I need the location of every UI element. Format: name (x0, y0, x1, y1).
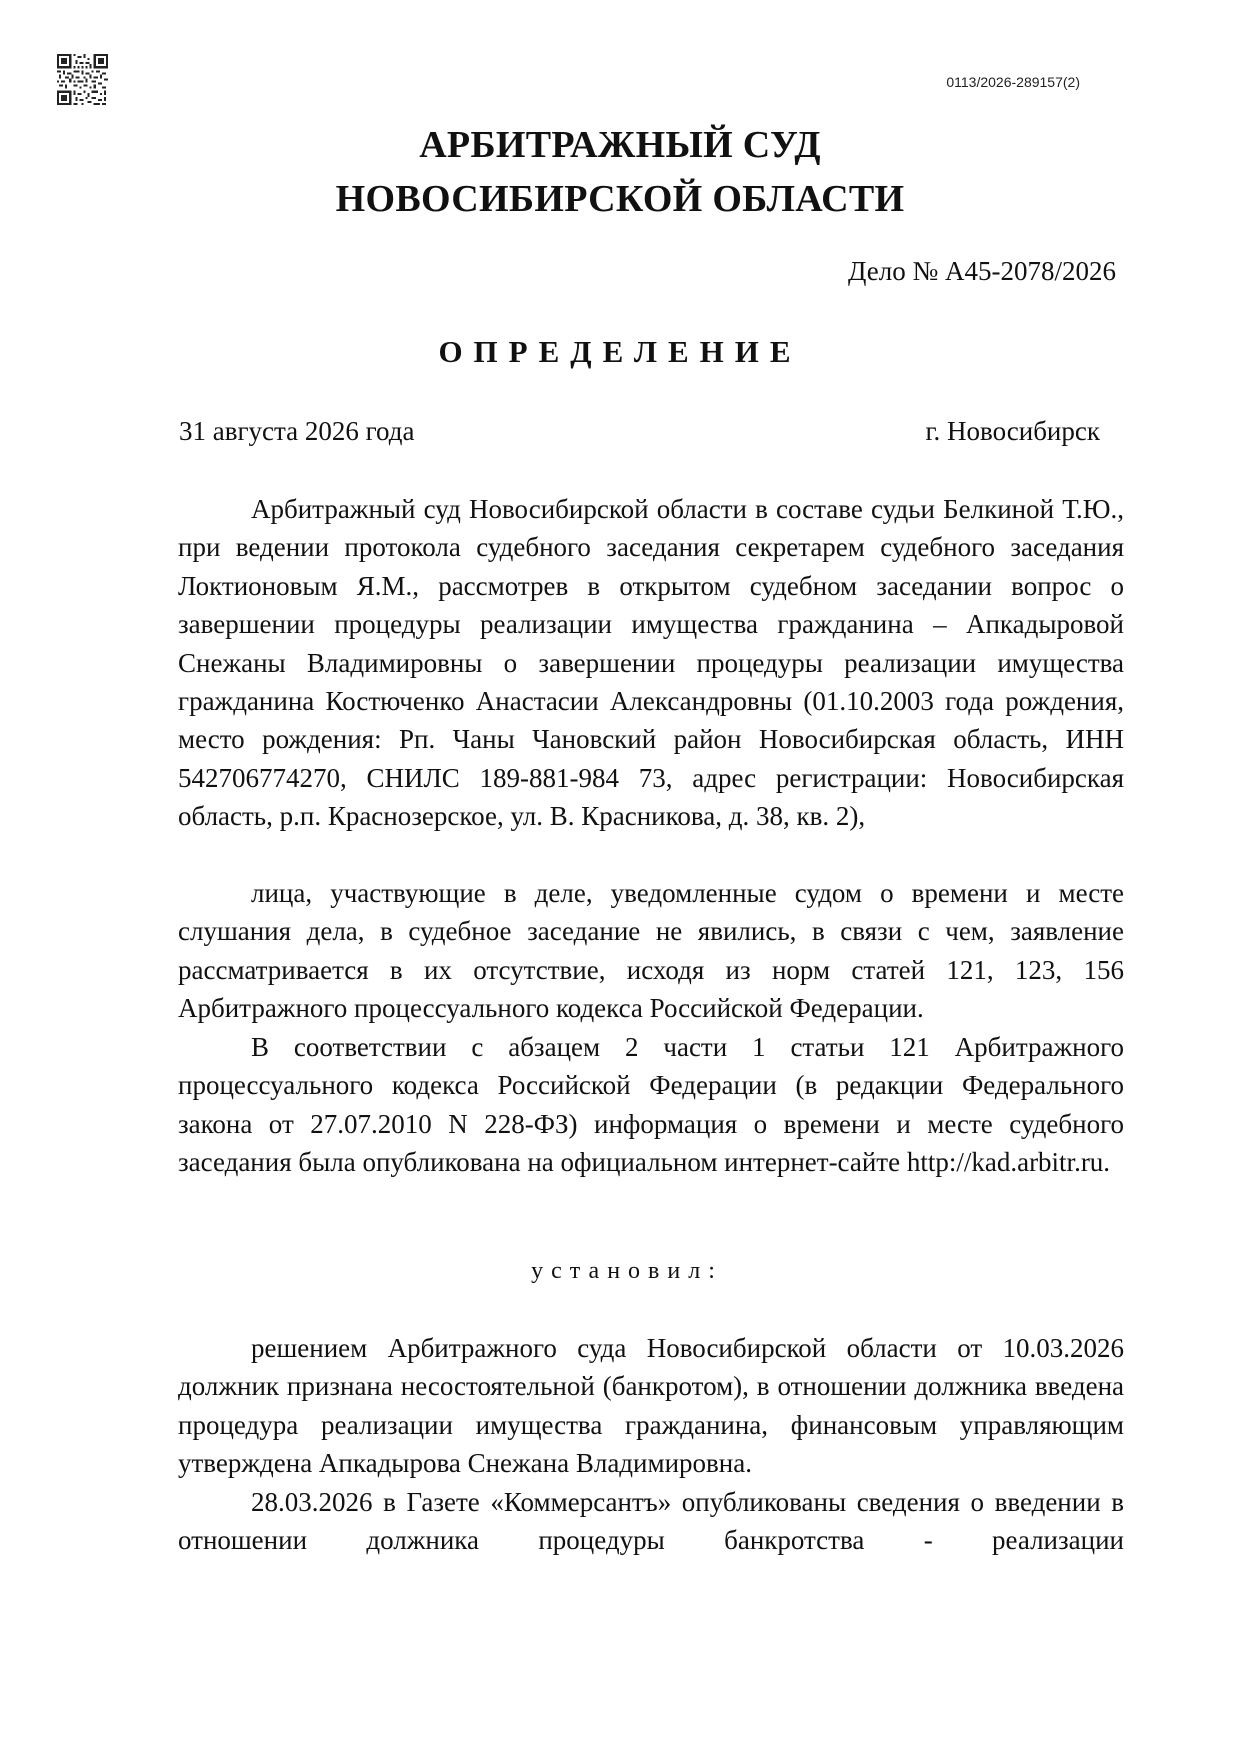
section-heading-established: установил: (531, 1258, 723, 1284)
paragraph-text: 28.03.2026 в Газете «Коммерсантъ» опубликованы сведения о введении в отношении должника процедуры банкротства - реализации (178, 1487, 1124, 1556)
paragraph-bankruptcy-decision (178, 1329, 1124, 1483)
paragraph-text: В соответствии с абзацем 2 части 1 статьи 121 Арбитражного процессуального кодекса Российской Федерации (в редакции Федерального закона от 27.07.2010 N 228-ФЗ) информация о времени и месте судебного заседания была опубликована на официальном интернет-сайте http://kad.arbitr.ru. (178, 1032, 1124, 1178)
paragraph-kommersant-publication (178, 1483, 1124, 1560)
document-id: 0113/2026-289157(2) (946, 74, 1080, 90)
paragraph-text: лица, участвующие в деле, уведомленные судом о времени и месте слушания дела, в судебное заседание не явились, в связи с чем, заявление рассматривается в их отсутствие, исходя из норм статей 121, 123, 156 Арбитражного процессуального кодекса Российской Федерации. (178, 878, 1124, 1024)
case-number: Дело № А45-2078/2026 (848, 256, 1116, 286)
paragraph-text: Арбитражный суд Новосибирской области в составе судьи Белкиной Т.Ю., при ведении протокола судебного заседания секретарем судебного заседания Локтионовым Я.М., рассмотрев в открытом судебном заседании вопрос о завершении процедуры реализации имущества гражданина – Апкадыровой Снежаны Владимировны о завершении процедуры реализации имущества гражданина Костюченко Анастасии Александровны (01.10.2003 года рождения, место рождения: Рп. Чаны Чановский район Новосибирская область, ИНН 542706774270, СНИЛС 189-881-984 73, адрес регистрации: Новосибирская область, р.п. Краснозерское, ул. В. Красникова, д. 38, кв. 2), (178, 494, 1124, 832)
document-city: г. Новосибирск (925, 416, 1100, 446)
paragraph-court-composition (178, 490, 1124, 836)
document-type-heading: ОПРЕДЕЛЕНИЕ (438, 334, 802, 369)
document-date: 31 августа 2026 года (179, 416, 415, 446)
paragraph-text: решением Арбитражного суда Новосибирской области от 10.03.2026 должник признана несостоятельной (банкротом), в отношении должника введена процедура реализации имущества гражданина, финансовым управляющим утверждена Апкадырова Снежана Владимировна. (178, 1333, 1124, 1479)
court-title-line2: НОВОСИБИРСКОЙ ОБЛАСТИ (335, 178, 905, 220)
paragraph-participants-absent (178, 874, 1124, 1028)
court-title-line1: АРБИТРАЖНЫЙ СУД (419, 124, 821, 166)
paragraph-publication-notice (178, 1028, 1124, 1182)
court-title (0, 118, 1240, 226)
qr-code-icon (57, 54, 108, 105)
